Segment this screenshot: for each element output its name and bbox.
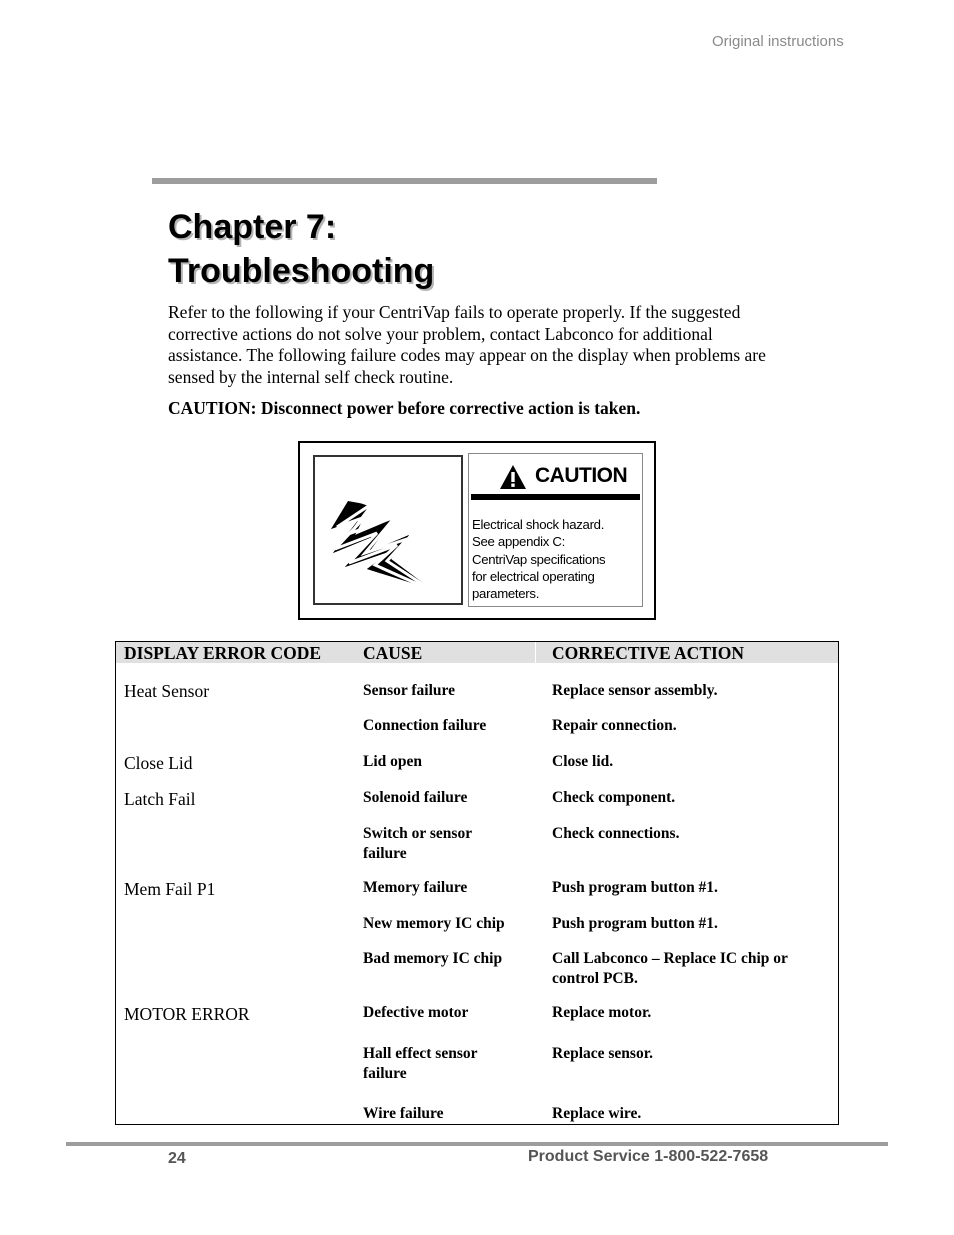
caution-panel (468, 453, 643, 607)
header-corrective-action: CORRECTIVE ACTION (552, 643, 745, 663)
caution-line: Electrical shock hazard. (472, 517, 605, 532)
table-cell-cause: Connection failure (363, 717, 487, 734)
caution-line: CentriVap specifications (472, 551, 606, 567)
caution-notice: CAUTION: Disconnect power before corrective action is taken. (168, 398, 641, 418)
table-cell-code: MOTOR ERROR (124, 1004, 250, 1024)
table-cell-cause: Wire failure (363, 1105, 444, 1122)
chapter-title (168, 205, 434, 293)
chapter-title-line-1: Chapter 7: (168, 208, 337, 246)
table-cell-action: Replace motor. (552, 1004, 652, 1021)
table-cell-code: Heat Sensor (124, 681, 210, 701)
top-divider (152, 178, 657, 184)
table-cell-action: Repair connection. (552, 717, 677, 734)
table-cell-action: Call Labconco – Replace IC chip or control PCB. (552, 950, 788, 987)
table-cell-cause: Sensor failure (363, 682, 456, 699)
table-cell-action: Replace sensor. (552, 1045, 654, 1062)
bolt-panel (313, 455, 463, 605)
caution-line: See appendix C: (472, 534, 566, 550)
table-cell-cause: Memory failure (363, 879, 468, 896)
table-cell-action: Push program button #1. (552, 915, 718, 932)
table-cell-cause: Lid open (363, 753, 423, 770)
header-separator (535, 642, 536, 663)
table-cell-cause: Solenoid failure (363, 789, 468, 806)
chapter-title-line-2: Troubleshooting (168, 252, 435, 290)
table-cell-action: Replace sensor assembly. (552, 682, 718, 699)
table-cell-action: Replace wire. (552, 1105, 642, 1122)
table-cell-action: Check connections. (552, 825, 680, 842)
caution-line: for electrical operating (472, 568, 595, 584)
table-cell-code: Mem Fail P1 (124, 879, 216, 899)
warning-triangle-icon (499, 464, 527, 490)
table-cell-code: Latch Fail (124, 789, 196, 809)
table-cell-cause: New memory IC chip (363, 915, 505, 932)
table-cell-action: Close lid. (552, 753, 614, 770)
header-note: Original instructions (712, 33, 844, 50)
table-cell-code: Close Lid (124, 753, 193, 773)
footer-divider (66, 1142, 888, 1146)
product-service-line: Product Service 1-800-522-7658 (528, 1148, 769, 1165)
table-cell-cause: Switch or sensor failure (363, 825, 472, 862)
page-number: 24 (168, 1150, 186, 1167)
table-cell-cause: Defective motor (363, 1004, 469, 1021)
intro-paragraph: Refer to the following if your CentriVap fails to operate properly. If the suggested corrective actions do not solve your problem, contact Labconco for additional assistance. The following failure codes may appear on the display when problems are sensed by the internal self check routine. (168, 302, 766, 387)
caution-line: parameters. (472, 586, 540, 602)
table-cell-cause: Bad memory IC chip (363, 950, 503, 967)
header-cause: CAUSE (363, 643, 423, 663)
caution-heading: CAUTION (535, 464, 628, 487)
header-display-error-code: DISPLAY ERROR CODE (124, 643, 322, 663)
caution-label-image (298, 441, 656, 620)
table-cell-action: Check component. (552, 789, 676, 806)
table-header (116, 642, 838, 663)
error-code-table (115, 641, 839, 1125)
table-cell-action: Push program button #1. (552, 879, 718, 896)
caution-body (472, 516, 644, 602)
lightning-bolt-icon (315, 457, 461, 603)
table-cell-cause: Hall effect sensor failure (363, 1045, 478, 1082)
caution-header (471, 458, 640, 500)
